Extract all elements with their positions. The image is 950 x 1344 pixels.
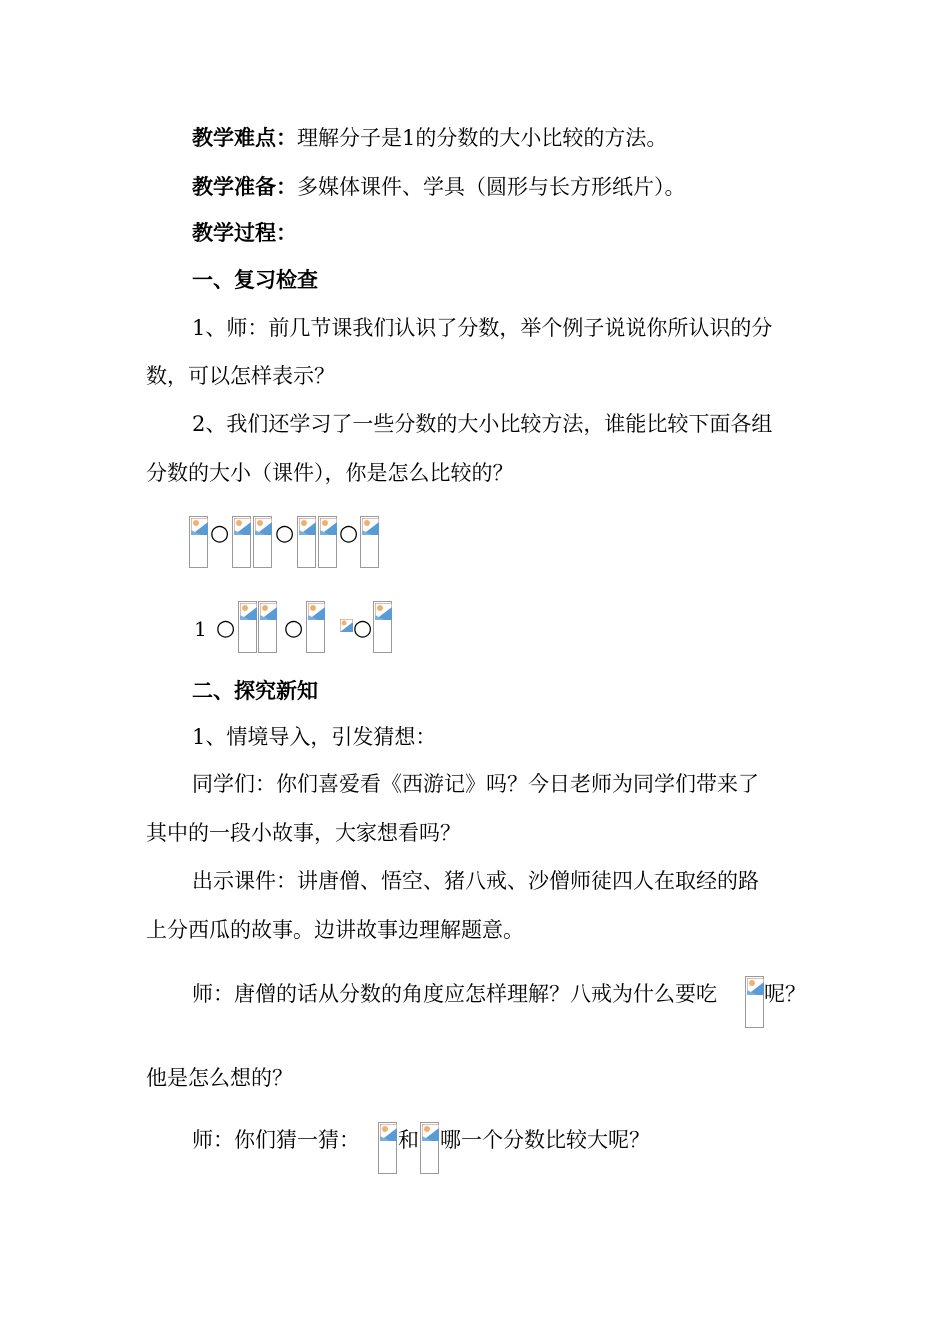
image-placeholder-icon [234, 518, 251, 535]
paragraph-6-text-a: 师：唐僧的话从分数的角度应怎样理解？八戒为什么要吃 [192, 982, 717, 1006]
paragraph-5-line-2: 上分西瓜的故事。边讲故事边理解题意。 [146, 918, 524, 942]
small-image-icon [340, 619, 353, 632]
fraction-image [306, 601, 325, 653]
difficulty-line [192, 123, 667, 153]
comparison-circle: ○ [216, 616, 236, 641]
paragraph-1-line-2: 数，可以怎样表示？ [146, 364, 335, 388]
paragraph-2-line-2: 分数的大小（课件），你是怎么比较的？ [146, 461, 514, 485]
preparation-label: 教学准备： [192, 175, 297, 199]
image-placeholder-icon [255, 518, 272, 535]
image-placeholder-icon [299, 518, 316, 535]
paragraph-6-line-2: 他是怎么想的？ [146, 1066, 293, 1090]
fraction-image [297, 516, 316, 568]
fraction-comparison-row-1 [189, 516, 389, 576]
paragraph-3-line-1: 1、情境导入，引发猜想： [192, 725, 437, 749]
image-placeholder-icon [320, 518, 337, 535]
image-placeholder-icon [308, 603, 325, 620]
paragraph-4-line-1: 同学们：你们喜爱看《西游记》吗？今日老师为同学们带来了 [192, 772, 759, 796]
fraction-image [378, 1122, 397, 1174]
comparison-circle: ○ [210, 521, 230, 546]
difficulty-text: 理解分子是1的分数的大小比较的方法。 [297, 126, 668, 150]
image-placeholder-icon [362, 518, 379, 535]
paragraph-6-text-b: 呢？ [764, 982, 806, 1006]
fraction-image [745, 976, 764, 1028]
paragraph-7-text-c: 哪一个分数比较大呢？ [440, 1128, 650, 1152]
paragraph-4-line-2: 其中的一段小故事，大家想看吗？ [146, 821, 461, 845]
image-placeholder-icon [380, 1124, 397, 1141]
section-1-heading: 一、复习检查 [192, 268, 318, 292]
fraction-image [232, 516, 251, 568]
image-placeholder-icon [191, 518, 208, 535]
paragraph-5-line-1: 出示课件：讲唐僧、悟空、猪八戒、沙僧师徒四人在取经的路 [192, 869, 759, 893]
fraction-image [420, 1122, 439, 1174]
comparison-circle: ○ [353, 616, 373, 641]
comparison-circle: ○ [339, 521, 359, 546]
paragraph-7-text-b: 和 [398, 1128, 419, 1152]
paragraph-7-text-a: 师：你们猜一猜： [192, 1128, 360, 1152]
image-placeholder-icon [375, 603, 392, 620]
comparison-circle: ○ [284, 616, 304, 641]
comparison-circle: ○ [275, 521, 295, 546]
fraction-image [258, 601, 277, 653]
fraction-image [253, 516, 272, 568]
fraction-image [318, 516, 337, 568]
paragraph-2-line-1: 2、我们还学习了一些分数的大小比较方法，谁能比较下面各组 [192, 412, 773, 436]
number-one: 1 [194, 617, 207, 641]
paragraph-1-line-1: 1、师：前几节课我们认识了分数，举个例子说说你所认识的分 [192, 316, 773, 340]
section-2-heading: 二、探究新知 [192, 679, 318, 703]
fraction-image [189, 516, 208, 568]
image-placeholder-icon [747, 978, 764, 995]
fraction-image [360, 516, 379, 568]
fraction-image [238, 601, 257, 653]
image-placeholder-icon [422, 1124, 439, 1141]
paragraph-6-line-1 [192, 979, 717, 1009]
image-placeholder-icon [240, 603, 257, 620]
fraction-image [373, 601, 392, 653]
difficulty-label: 教学难点： [192, 126, 297, 150]
image-placeholder-icon [260, 603, 277, 620]
process-heading: 教学过程： [192, 221, 297, 245]
fraction-comparison-row-2 [189, 601, 399, 661]
preparation-line [192, 172, 686, 202]
preparation-text: 多媒体课件、学具（圆形与长方形纸片）。 [297, 175, 686, 199]
